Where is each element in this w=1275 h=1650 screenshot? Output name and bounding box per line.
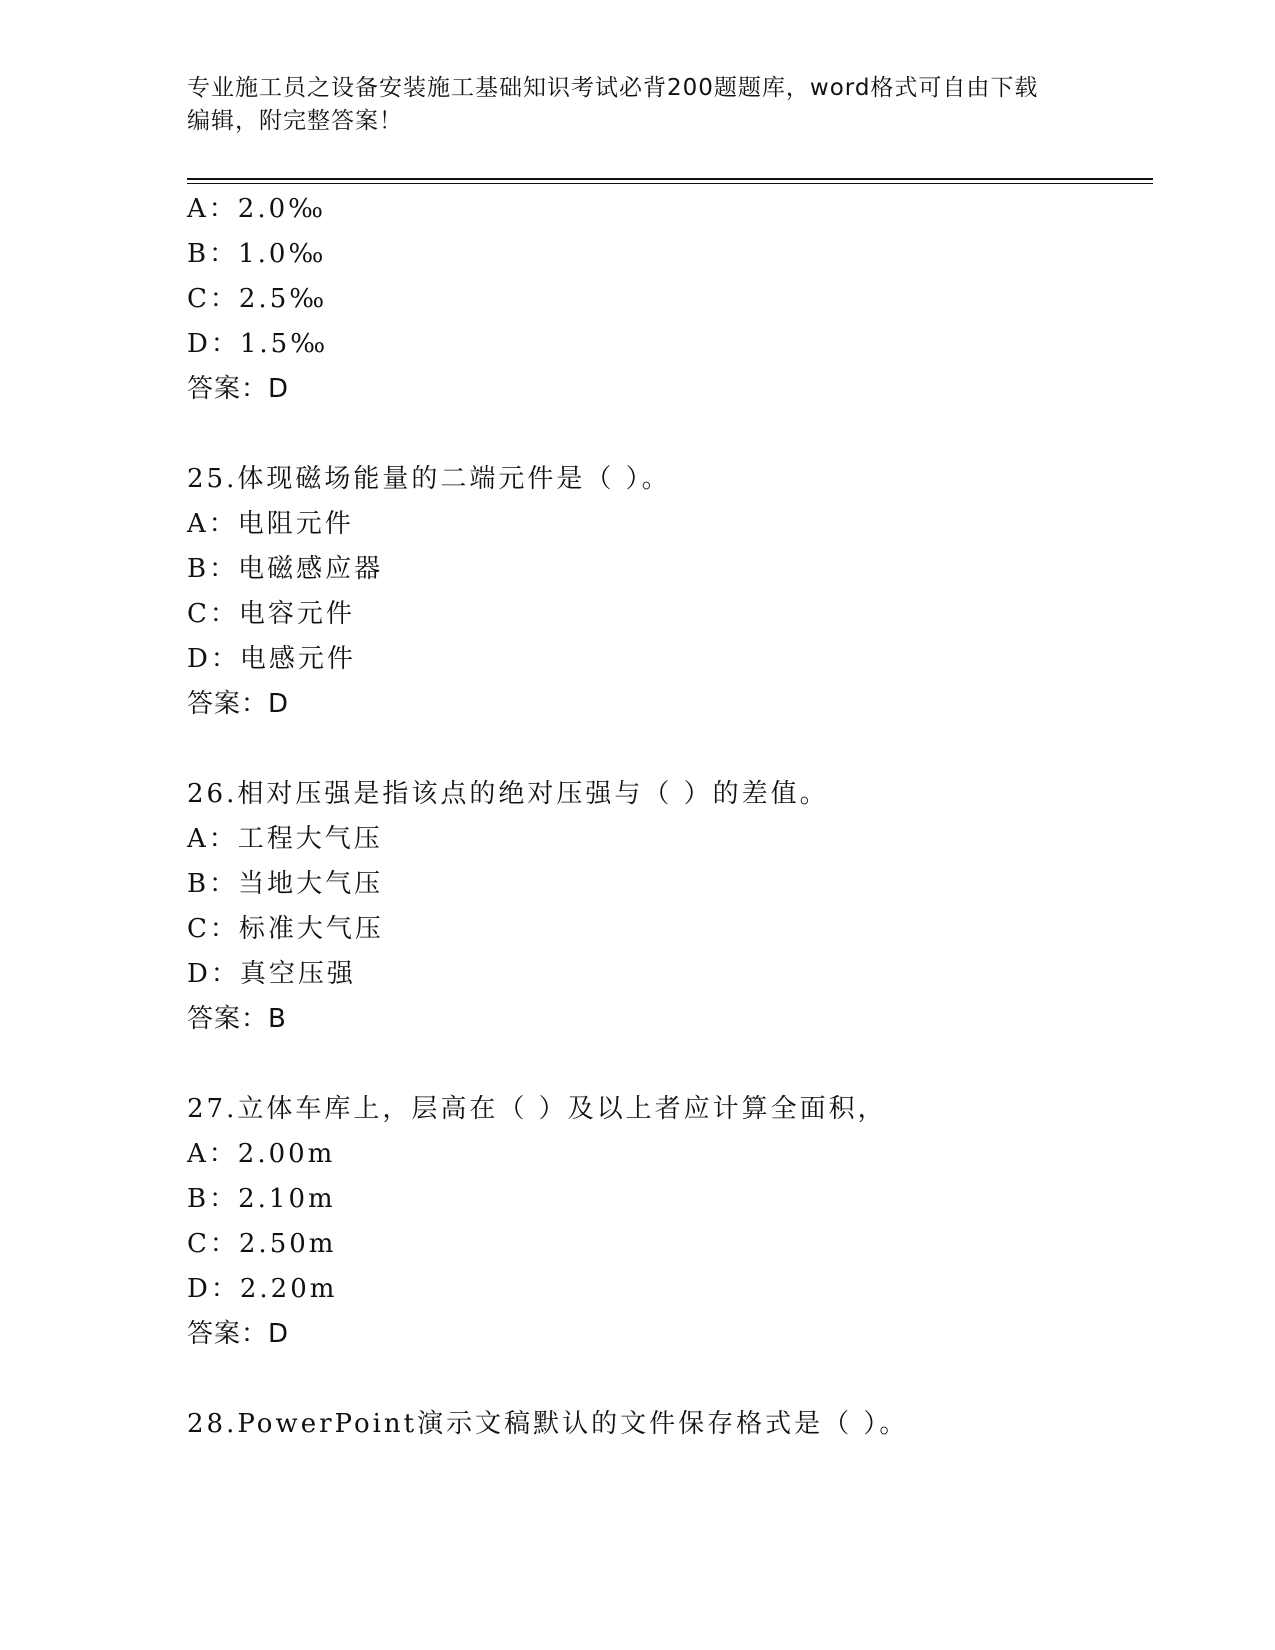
- q24-option-c: C：2.5‰: [187, 284, 328, 314]
- q27-question: 27.立体车库上，层高在（ ）及以上者应计算全面积，: [187, 1094, 887, 1124]
- q25-option-b: B：电磁感应器: [187, 554, 384, 584]
- q24-option-a: A：2.0‰: [187, 194, 327, 224]
- q27-option-a: A：2.00m: [187, 1139, 336, 1169]
- header-divider: [187, 178, 1153, 180]
- q27-option-b: B：2.10m: [187, 1184, 336, 1214]
- q25-option-d: D：电感元件: [187, 644, 356, 674]
- document-header: [187, 72, 1087, 138]
- q24-option-b: B：1.0‰: [187, 239, 327, 269]
- q26-question: 26.相对压强是指该点的绝对压强与（ ）的差值。: [187, 779, 829, 809]
- q27-option-c: C：2.50m: [187, 1229, 337, 1259]
- header-divider-thin: [187, 183, 1153, 184]
- q25-option-a: A：电阻元件: [187, 509, 354, 539]
- q25-question: 25.体现磁场能量的二端元件是（ ）。: [187, 464, 671, 494]
- q24-answer: 答案：D: [187, 374, 290, 404]
- q27-answer: 答案：D: [187, 1319, 290, 1349]
- q26-option-c: C：标准大气压: [187, 914, 384, 944]
- q26-option-d: D：真空压强: [187, 959, 356, 989]
- q25-answer: 答案：D: [187, 689, 290, 719]
- q25-option-c: C：电容元件: [187, 599, 355, 629]
- q28-question: 28.PowerPoint演示文稿默认的文件保存格式是（ ）。: [187, 1409, 909, 1439]
- q24-option-d: D：1.5‰: [187, 329, 329, 359]
- header-title-line-2: 编辑，附完整答案！: [187, 108, 403, 134]
- q27-option-d: D：2.20m: [187, 1274, 338, 1304]
- header-title-line-1: 专业施工员之设备安装施工基础知识考试必背200题题库，word格式可自由下载: [187, 75, 1039, 101]
- q26-option-b: B：当地大气压: [187, 869, 384, 899]
- q26-answer: 答案：B: [187, 1004, 287, 1034]
- q26-option-a: A：工程大气压: [187, 824, 383, 854]
